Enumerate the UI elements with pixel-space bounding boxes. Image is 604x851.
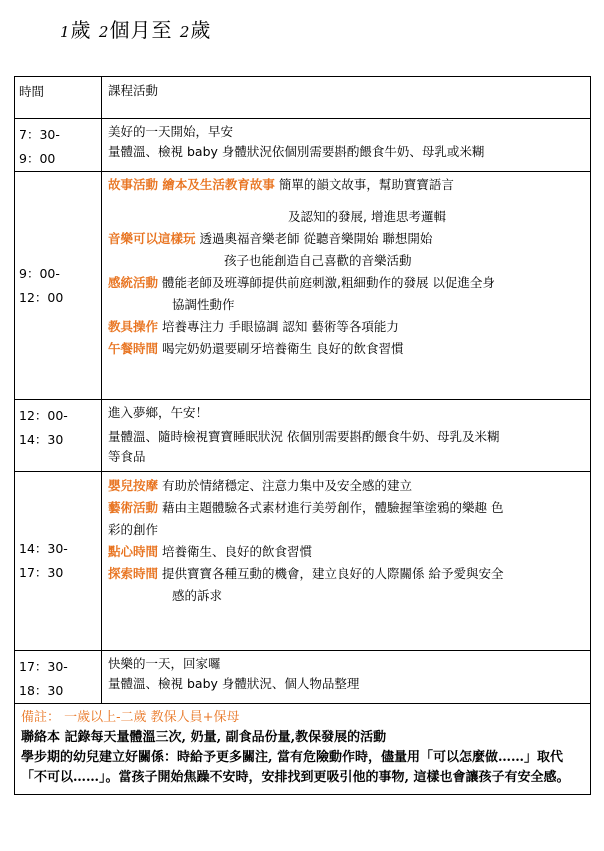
activity-cell bbox=[102, 119, 590, 171]
activity-line: 彩的創作 bbox=[108, 522, 159, 537]
time-end: 12：00 bbox=[19, 289, 64, 305]
time-start: 7：30- bbox=[19, 127, 60, 142]
activity-line: 量體溫、隨時檢視寶寶睡眠狀況 依個別需要斟酌餵食牛奶、母乳及米糊 bbox=[108, 429, 500, 444]
activity-line bbox=[108, 338, 584, 360]
schedule-row bbox=[15, 471, 590, 650]
activity-text: 提供寶寶各種互動的機會，建立良好的人際關係 給予愛與安全 bbox=[158, 566, 504, 581]
activity-line: 量體溫、檢視 baby 身體狀況、個人物品整理 bbox=[108, 676, 360, 691]
activity-line: 量體溫、檢視 baby 身體狀況依個別需要斟酌餵食牛奶、母乳或米糊 bbox=[108, 144, 485, 159]
activity-line bbox=[108, 475, 584, 497]
time-end: 18：30 bbox=[19, 683, 64, 698]
activity-cell bbox=[102, 400, 590, 471]
activity-text: 有助於情緒穩定、注意力集中及安全感的建立 bbox=[158, 478, 412, 493]
activity-label: 音樂可以這樣玩 bbox=[108, 231, 196, 246]
activity-line: 進入夢鄉，午安！ bbox=[108, 405, 209, 420]
time-cell bbox=[15, 400, 102, 471]
activity-label: 感統活動 bbox=[108, 275, 159, 290]
activity-text: 簡單的韻文故事，幫助寶寶語言 bbox=[274, 177, 454, 192]
activity-text: 喝完奶奶還要刷牙培養衛生 良好的飲食習慣 bbox=[158, 341, 404, 356]
activity-line bbox=[108, 497, 584, 519]
activity-label: 探索時間 bbox=[108, 566, 159, 581]
activity-text: 透過奧福音樂老師 從聽音樂開始 聯想開始 bbox=[195, 231, 433, 246]
time-cell bbox=[15, 472, 102, 650]
activity-label: 藝術活動 bbox=[108, 500, 159, 515]
activity-label: 午餐時間 bbox=[108, 341, 159, 356]
title-num-3: 2 bbox=[179, 23, 191, 41]
activity-text: 培養衛生、良好的飲食習慣 bbox=[158, 544, 312, 559]
activity-cell bbox=[102, 472, 590, 650]
header-time: 時間 bbox=[15, 77, 102, 118]
schedule-table bbox=[14, 76, 591, 795]
activity-cell bbox=[102, 172, 590, 399]
activity-line bbox=[108, 541, 584, 563]
title-mid: 個月至 bbox=[109, 18, 173, 42]
activity-label: 故事活動 繪本及生活教育故事 bbox=[108, 177, 275, 192]
title-age-1: 歲 bbox=[70, 18, 92, 42]
schedule-row bbox=[15, 171, 590, 399]
notes-header: 備註： 一歲以上-二歲 教保人員+保母 bbox=[21, 710, 240, 725]
activity-label: 嬰兒按摩 bbox=[108, 478, 159, 493]
notes-line-2: 學步期的幼兒建立好關係：時給予更多關注, 當有危險動作時，儘量用「可以怎麼做……」取代「不可以……」。當孩子開始焦躁不安時，安排找到更吸引他的事物, 這樣也會讓孩子有安全感。 bbox=[21, 750, 570, 785]
time-end: 9：00 bbox=[19, 151, 56, 166]
activity-line bbox=[108, 174, 584, 196]
notes-section bbox=[15, 703, 590, 794]
schedule-row bbox=[15, 399, 590, 471]
title-age-2: 歲 bbox=[190, 18, 212, 42]
schedule-row bbox=[15, 118, 590, 171]
activity-line bbox=[108, 563, 584, 585]
header-row bbox=[15, 77, 590, 118]
time-start: 17：30- bbox=[19, 659, 68, 674]
time-cell bbox=[15, 651, 102, 703]
time-cell bbox=[15, 172, 102, 399]
activity-line: 孩子也能創造自己喜歡的音樂活動 bbox=[224, 253, 412, 268]
activity-line: 及認知的發展, 增進思考邏輯 bbox=[288, 209, 446, 224]
activity-line: 感的訴求 bbox=[172, 588, 223, 603]
time-end: 17：30 bbox=[19, 565, 64, 580]
notes-line-1: 聯絡本 記錄每天量體溫三次, 奶量, 副食品份量,教保發展的活動 bbox=[21, 730, 387, 745]
activity-cell bbox=[102, 651, 590, 703]
activity-line: 等食品 bbox=[108, 449, 146, 464]
activity-label: 點心時間 bbox=[108, 544, 159, 559]
activity-line: 快樂的一天，回家囉 bbox=[108, 656, 221, 671]
time-end: 14：30 bbox=[19, 432, 64, 447]
header-activity: 課程活動 bbox=[108, 83, 159, 98]
time-start: 12：00- bbox=[19, 408, 68, 423]
activity-line: 美好的一天開始，早安 bbox=[108, 124, 234, 139]
activity-line bbox=[108, 228, 584, 250]
activity-line: 協調性動作 bbox=[172, 297, 235, 312]
activity-text: 體能老師及班導師提供前庭刺激,粗細動作的發展 以促進全身 bbox=[158, 275, 495, 290]
activity-line bbox=[108, 316, 584, 338]
activity-text: 培養專注力 手眼協調 認知 藝術等各項能力 bbox=[158, 319, 399, 334]
activity-line bbox=[108, 272, 584, 294]
time-cell bbox=[15, 119, 102, 171]
schedule-row bbox=[15, 650, 590, 703]
time-start: 9：00- bbox=[19, 265, 60, 281]
activity-text: 藉由主題體驗各式素材進行美勞創作，體驗握筆塗鴉的樂趣 色 bbox=[158, 500, 504, 515]
page-title bbox=[60, 14, 211, 43]
activity-label: 教具操作 bbox=[108, 319, 159, 334]
title-num-2: 2 bbox=[98, 23, 110, 41]
time-start: 14：30- bbox=[19, 541, 68, 556]
title-num-1: 1 bbox=[60, 23, 71, 41]
